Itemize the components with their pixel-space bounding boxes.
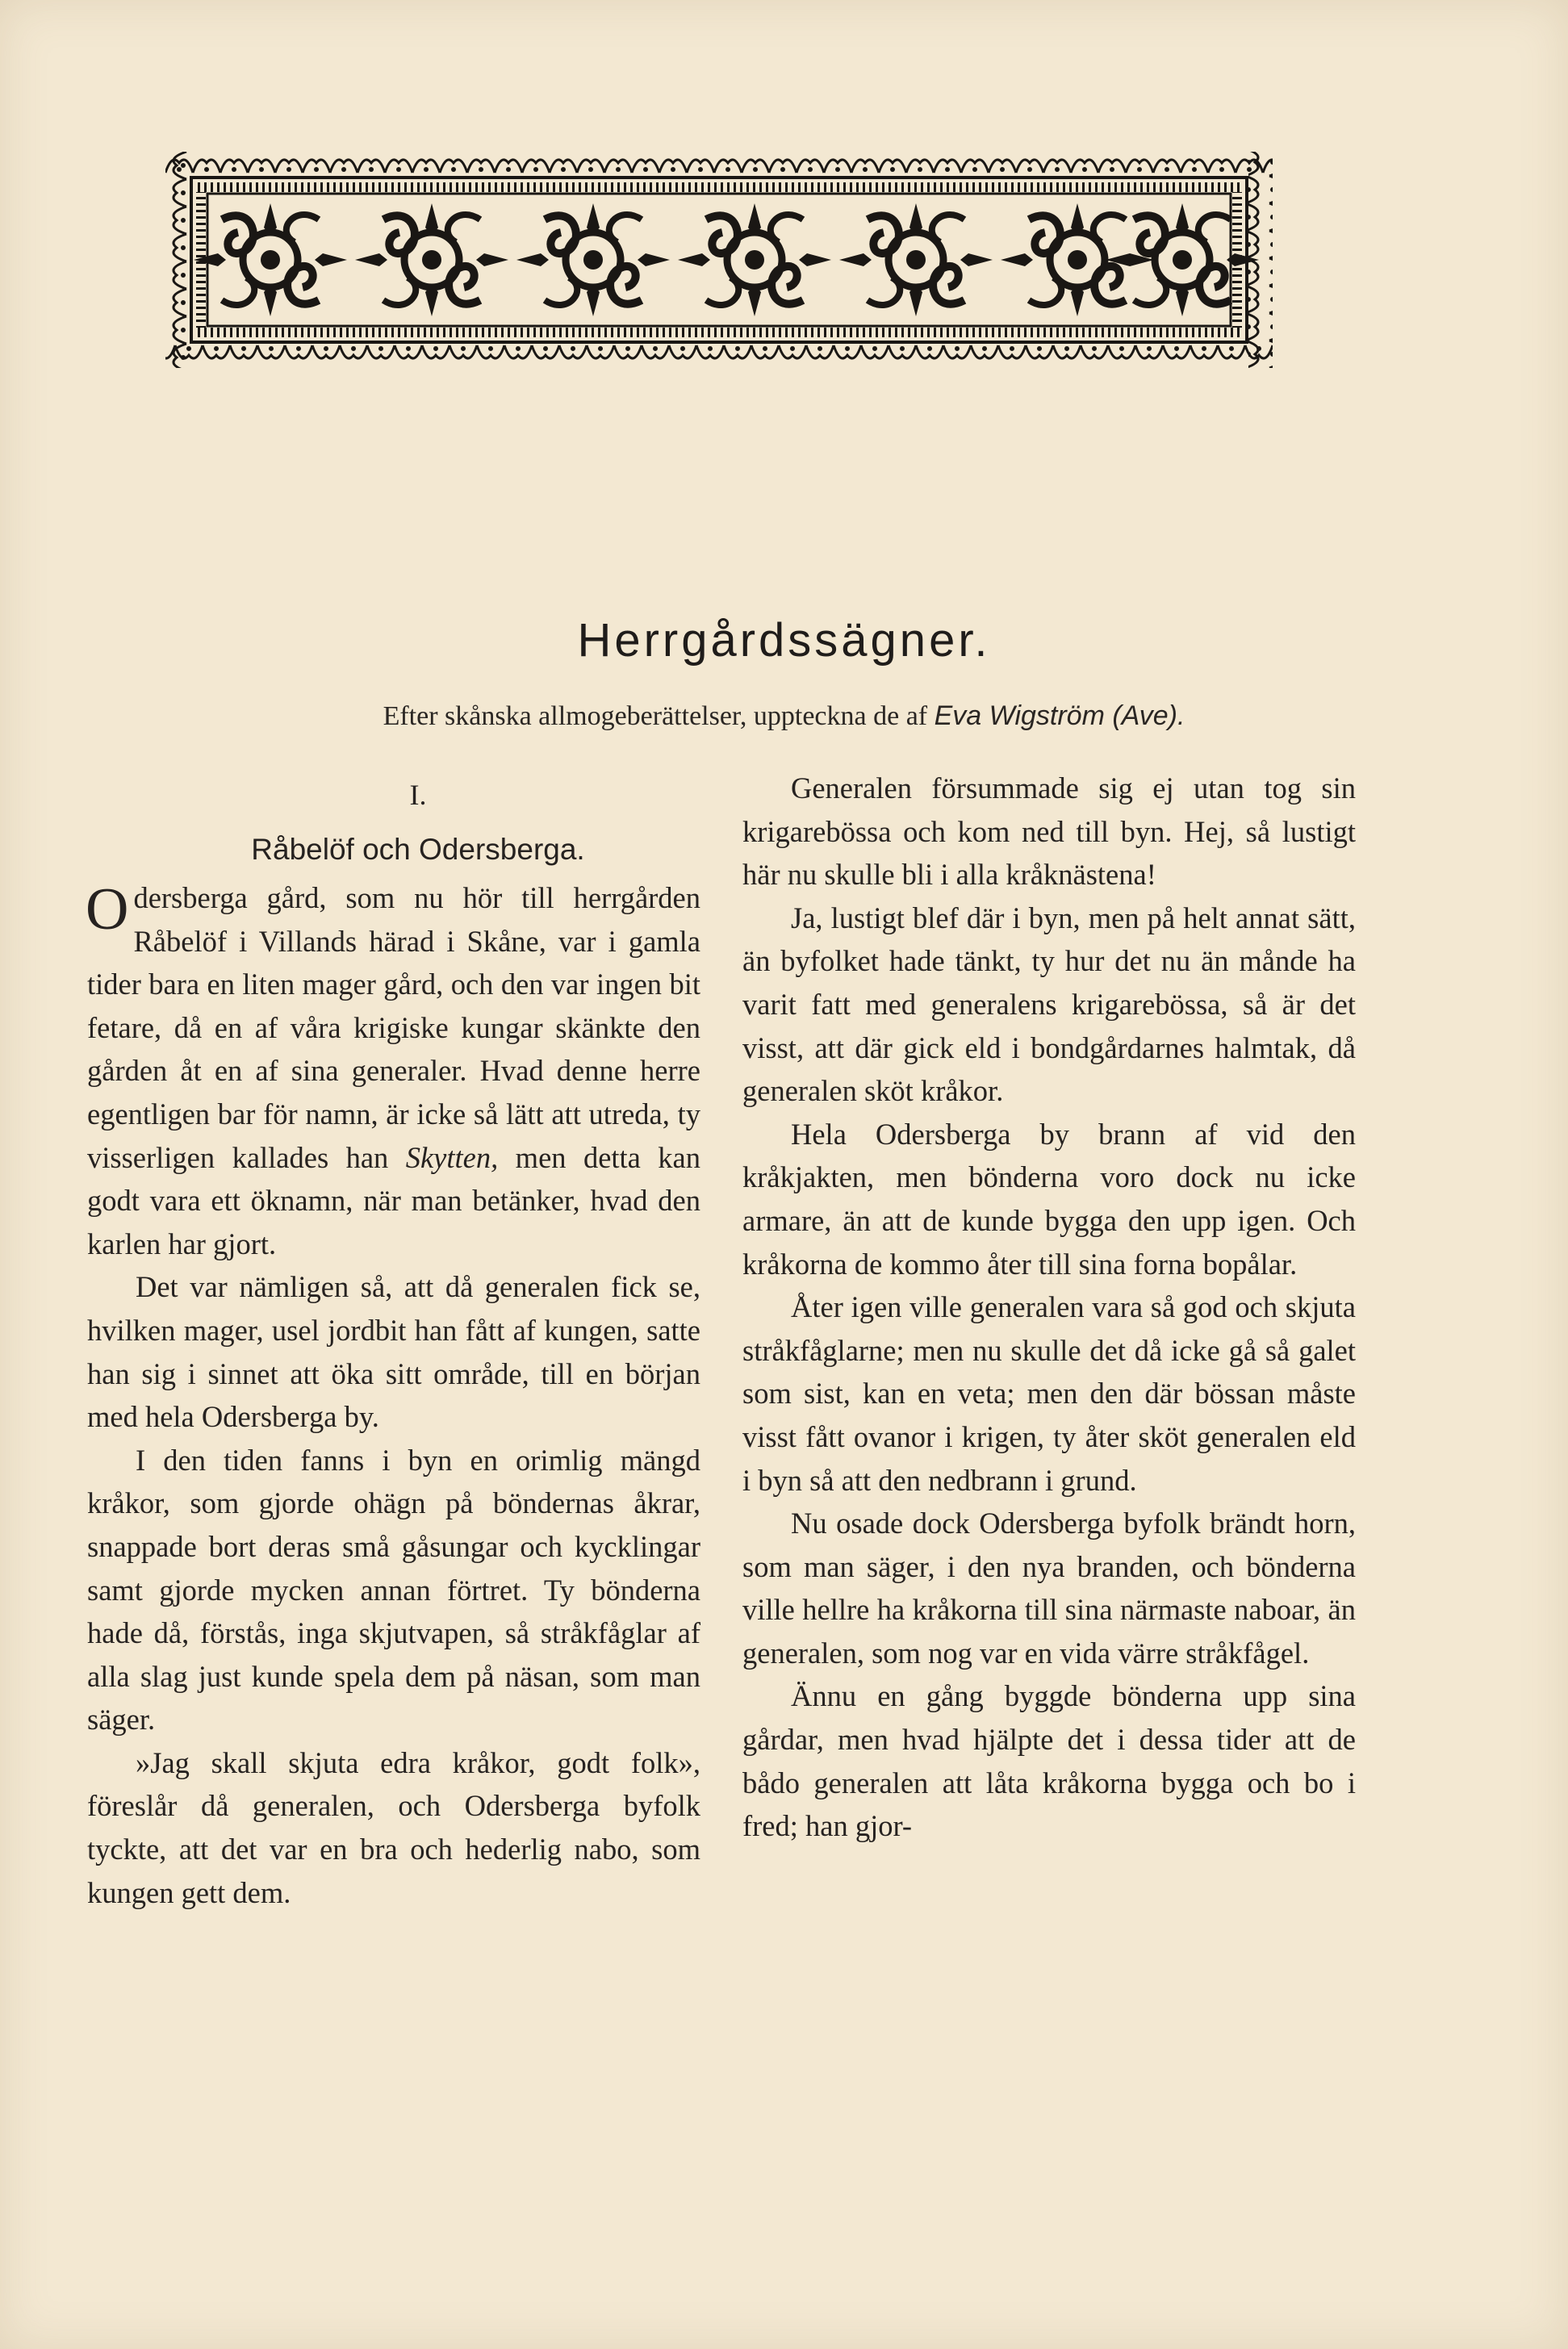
paragraph: Hela Odersberga by brann af vid den kråkjakten, men bönderna voro dock nu icke armare, än att de kunde bygga den upp igen. Och kråkorna de kommo åter till sina forna bopålar. (742, 1117, 1356, 1281)
decorative-header-ornament (165, 152, 1273, 368)
paragraph: I den tiden fanns i byn en orimlig mängd kråkor, som gjorde ohägn på böndernas åkrar, snappade bort deras små gåsungar och kycklingar samt gjorde mycken annan förtret. Ty bönderna hade då, förstås, inga skjutvapen, så stråkfåglar af alla slag just kunde spela dem på näsan, som man säger. (87, 1443, 700, 1737)
subtitle (0, 700, 1568, 732)
subtitle-author: Eva Wigström (Ave). (934, 700, 1185, 731)
page-title: Herrgårdssägner. (577, 614, 991, 667)
subtitle-prefix: Efter skånska allmogeberättelser, uppteckna de af (383, 701, 928, 731)
drop-cap: O (86, 876, 129, 943)
paragraph: Generalen försummade sig ej utan tog sin krigarebössa och kom ned till byn. Hej, så lustigt här nu skulle bli i alla kråknästena! (742, 771, 1356, 892)
paragraph: Nu osade dock Odersberga byfolk brändt horn, som man säger, i den nya branden, och bönderna ville hellre ha kråkorna till sina närmaste naboar, än generalen, som nog var en vida värre stråkfågel. (742, 1507, 1356, 1670)
nickname-text: Skytten, (405, 1140, 499, 1174)
paragraph: Ja, lustigt blef där i byn, men på helt annat sätt, än byfolket hade tänkt, ty hur det nu än månde ha varit fatt med generalens krigarebössa, så är det visst, att där gick eld i bondgårdarnes halmtak, då generalen sköt kråkor. (742, 901, 1356, 1108)
paragraph: Ännu en gång byggde bönderna upp sina gårdar, men hvad hjälpte det i dessa tider att de bådo generalen att låta kråkorna bygga och bo i fred; han gjor- (742, 1679, 1356, 1843)
paragraph-text: dersberga gård, som nu hör till herrgården Råbelöf i Villands härad i Skåne, var i gamla tider bara en liten mager gård, och den var ingen bit fetare, då en af våra krigiske kungar skänkte den gården åt en af sina generaler. Hvad denne herre egentligen bar för namn, är icke så lätt att utreda, ty visserligen kallades han (87, 881, 700, 1174)
chapter-numeral: I. (409, 779, 427, 811)
paragraph: Åter igen ville generalen vara så god och skjuta stråkfåglarne; men nu skulle det då icke gå så galet som sist, kan en veta; men den där bössan måste visst fått ovanor i krigen, ty åter sköt generalen eld i byn så att den nedbrann i grund. (742, 1290, 1356, 1497)
paragraph: Det var nämligen så, att då generalen fick se, hvilken mager, usel jordbit han fått af kungen, satte han sig i sinnet att öka sitt område, till en början med hela Odersberga by. (87, 1270, 700, 1434)
section-title: Råbelöf och Odersberga. (251, 833, 585, 866)
paragraph-text: men detta kan godt vara ett öknamn, när man betänker, hvad den karlen har gjort. (87, 1140, 701, 1260)
paragraph (87, 876, 700, 1265)
left-column (87, 767, 700, 1914)
right-column (742, 767, 1356, 1848)
paragraph: »Jag skall skjuta edra kråkor, godt folk», föreslår då generalen, och Odersberga byfolk tyckte, att det var en bra och hederlig nabo, som kungen gett dem. (87, 1745, 700, 1909)
